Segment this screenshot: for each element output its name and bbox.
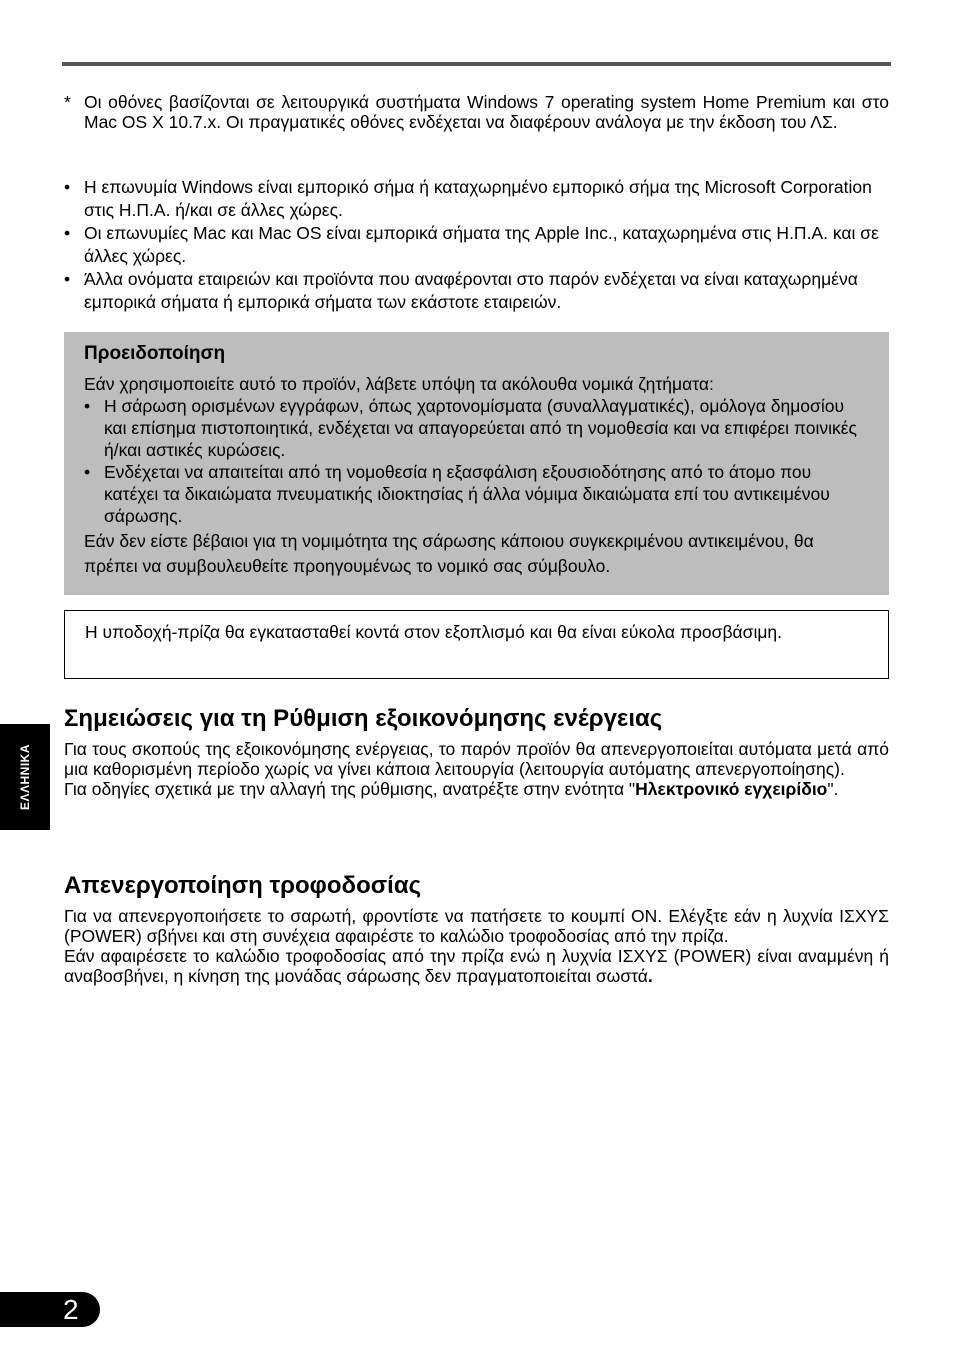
bullet-icon: •	[84, 396, 91, 416]
list-item	[64, 176, 889, 222]
power-paragraph-2	[64, 946, 889, 986]
page-number-tab	[0, 1292, 100, 1327]
bullet-icon: •	[64, 177, 71, 197]
warning-box	[64, 332, 889, 595]
bullet-icon: •	[64, 269, 71, 289]
warning-item-text: Η σάρωση ορισμένων εγγράφων, όπως χαρτονομίσματα (συναλλαγματικές), ομόλογα δημοσίου και επίσημα πιστοποιητικά, ενδέχεται να απαγορεύεται από τη νομοθεσία και να επιφέρει ποινικές ή/και αστικές κυρώσεις.	[104, 396, 857, 460]
notice-box	[64, 610, 889, 679]
energy-p2-end: ".	[827, 779, 839, 799]
trademark-text: Οι επωνυμίες Mac και Mac OS είναι εμπορικά σήματα της Apple Inc., καταχωρημένα στις Η.Π.Α. και σε άλλες χώρες.	[84, 223, 879, 266]
list-item	[84, 461, 867, 527]
energy-heading: Σημειώσεις για τη Ρύθμιση εξοικονόμησης ενέργειας	[64, 705, 663, 732]
energy-paragraph-2	[64, 779, 889, 799]
language-tab	[0, 724, 50, 830]
warning-title: Προειδοποίηση	[84, 343, 226, 364]
power-p2-text: Εάν αφαιρέσετε το καλώδιο τροφοδοσίας από την πρίζα ενώ η λυχνία ΙΣΧΥΣ (POWER) είναι αναμμένη ή αναβοσβήνει, η κίνηση της μονάδας σάρωσης δεν πραγματοποιείται σωστά	[64, 946, 889, 986]
power-section	[64, 906, 889, 986]
footnote-text: Οι οθόνες βασίζονται σε λειτουργικά συστήματα Windows 7 operating system Home Premium και στο Mac OS X 10.7.x. Οι πραγματικές οθόνες ενδέχεται να διαφέρουν ανάλογα με την έκδοση του ΛΣ.	[84, 92, 889, 132]
asterisk-mark: *	[64, 92, 71, 112]
list-item	[64, 222, 889, 268]
footnote	[64, 92, 889, 132]
page-number: 2	[63, 1294, 79, 1325]
language-label: ΕΛΛΗΝΙΚΑ	[18, 743, 32, 811]
power-heading: Απενεργοποίηση τροφοδοσίας	[64, 872, 422, 899]
warning-intro: Εάν χρησιμοποιείτε αυτό το προϊόν, λάβετε υπόψη τα ακόλουθα νομικά ζητήματα:	[84, 374, 714, 394]
list-item	[84, 395, 867, 461]
list-item	[64, 268, 889, 314]
warning-closing: Εάν δεν είστε βέβαιοι για τη νομιμότητα της σάρωσης κάποιου συγκεκριμένου αντικειμένου, θα πρέπει να συμβουλευθείτε προηγουμένως το νομικό σας σύμβουλο.	[84, 531, 814, 576]
notice-text: Η υποδοχή-πρίζα θα εγκατασταθεί κοντά στον εξοπλισμό και θα είναι εύκολα προσβάσιμη.	[85, 622, 783, 642]
trademark-text: Άλλα ονόματα εταιρειών και προϊόντα που αναφέρονται στο παρόν ενδέχεται να είναι καταχωρημένα εμπορικά σήματα ή εμπορικά σήματα των εκάστοτε εταιρειών.	[84, 269, 858, 312]
power-p2-period: .	[647, 966, 653, 986]
energy-p2-text: Για οδηγίες σχετικά με την αλλαγή της ρύθμισης, ανατρέξτε στην ενότητα "	[64, 779, 636, 799]
energy-paragraph-1: Για τους σκοπούς της εξοικονόμησης ενέργειας, το παρόν προϊόν θα απενεργοποιείται αυτόματα μετά από μια καθορισμένη περίοδο χωρίς να γίνει κάποια λειτουργία (λειτουργία αυτόματης απενεργοποίησης).	[64, 739, 889, 779]
bullet-icon: •	[64, 223, 71, 243]
top-rule	[62, 62, 891, 66]
energy-section	[64, 739, 889, 799]
trademark-list	[64, 176, 889, 314]
footnote-row	[64, 92, 889, 132]
power-paragraph-1: Για να απενεργοποιήσετε το σαρωτή, φροντίστε να πατήσετε το κουμπί ON. Ελέγξτε εάν η λυχνία ΙΣΧΥΣ (POWER) σβήνει και στη συνέχεια αφαιρέστε το καλώδιο τροφοδοσίας από την πρίζα.	[64, 906, 889, 946]
bullet-icon: •	[84, 462, 91, 482]
trademark-text: Η επωνυμία Windows είναι εμπορικό σήμα ή καταχωρημένο εμπορικό σήμα της Microsoft Corporation στις Η.Π.Α. ή/και σε άλλες χώρες.	[84, 177, 872, 220]
warning-item-text: Ενδέχεται να απαιτείται από τη νομοθεσία η εξασφάλιση εξουσιοδότησης από το άτομο που κατέχει τα δικαιώματα πνευματικής ιδιοκτησίας ή άλλα νόμιμα δικαιώματα επί του αντικειμένου σάρωσης.	[104, 462, 830, 526]
manual-reference: Ηλεκτρονικό εγχειρίδιο	[635, 779, 828, 799]
